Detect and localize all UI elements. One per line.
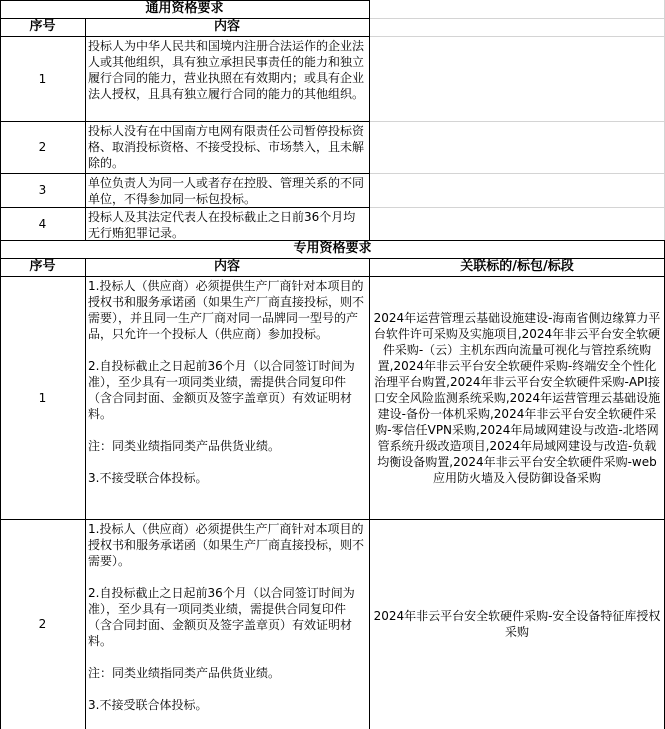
special-row-1-content: 1.投标人（供应商）必须提供生产厂商针对本项目的授权书和服务承诺函（如果生产厂商直接投标，则不需要），并且同一生产厂商对同一品牌同一型号的产品，只允许一个投标人（供应商）参加投标。 2.自投标截止之日起前36个月（以合同签订时间为准），至少具有一项同类业绩，需提供合同复印件（含合同封面、金额页及签字盖章页）有效证明材料。 注：同类业绩指同类产品供货业绩。 3.不接受联合体投标。: [88, 279, 365, 485]
border-line: [0, 258, 665, 259]
general-row-1-seq: 1: [38, 71, 47, 86]
grid-line: [369, 36, 665, 37]
general-row-2-content: 投标人没有在中国南方电网有限责任公司暂停投标资格、取消投标资格、不接受投标、市场禁入，且未解除的。: [88, 124, 365, 170]
general-col-seq: 序号: [29, 19, 56, 34]
special-section-title: 专用资格要求: [293, 241, 372, 256]
grid-line: [369, 207, 665, 208]
border-line: [0, 36, 370, 37]
special-col-content: 内容: [213, 259, 240, 274]
general-section-title: 通用资格要求: [145, 1, 224, 16]
general-col-content: 内容: [213, 19, 240, 34]
general-row-3-content: 单位负责人为同一人或者存在控股、管理关系的不同单位，不得参加同一标包投标。: [88, 176, 365, 206]
border-line: [0, 240, 665, 241]
special-col-related: 关联标的/标包/标段: [460, 259, 574, 274]
grid-line: [369, 173, 665, 174]
border-line: [0, 0, 370, 1]
border-line: [0, 519, 665, 520]
general-row-4-seq: 4: [38, 216, 47, 231]
special-row-2-seq: 2: [38, 617, 47, 631]
border-line: [0, 207, 370, 208]
border-line: [0, 0, 1, 240]
grid-line: [369, 18, 665, 19]
special-row-2-content: 1.投标人（供应商）必须提供生产厂商针对本项目的授权书和服务承诺函（如果生产厂商直接投标，则不需要）。 2.自投标截止之日起前36个月（以合同签订时间为准），至少具有一项同类业绩，需提供合同复印件（含合同封面、金额页及签字盖章页）有效证明材料。 注：同类业绩指同类产品供货业绩。 3.不接受联合体投标。: [88, 522, 365, 712]
general-row-4-content: 投标人及其法定代表人在投标截止之日前36个月均无行贿犯罪记录。: [88, 210, 356, 240]
border-line: [369, 258, 370, 729]
border-line: [0, 121, 370, 122]
border-line: [85, 258, 86, 729]
border-line: [369, 0, 370, 240]
general-row-3-seq: 3: [38, 183, 47, 197]
border-line: [85, 18, 86, 240]
border-line: [0, 18, 370, 19]
special-row-1-related: 2024年运营管理云基础设施建设-海南省侧边缘算力平台软件许可采购及实施项目,2024年非云平台安全软硬件采购-（云）主机东西向流量可视化与管控系统购置,2024年非云平台安全软硬件采购-终端安全个性化治理平台购置,2024年非云平台安全软硬件采购-API接口安全风险监测系统采购,2024年运营管理云基础设施建设-备份一体机采购,2024年非云平台安全软硬件采购-零信任VPN采购,2024年局域网建设与改造-北塔网管系统升级改造项目,2024年局域网建设与改造-负载均衡设备购置,2024年非云平台安全软硬件采购-web应用防火墙及入侵防御设备采购: [373, 310, 661, 485]
general-row-2-seq: 2: [38, 140, 47, 154]
special-row-2-related: 2024年非云平台安全软硬件采购-安全设备特征库授权采购: [373, 609, 661, 639]
border-line: [0, 276, 665, 277]
special-row-1-seq: 1: [38, 390, 47, 405]
border-line: [0, 173, 370, 174]
special-col-seq: 序号: [29, 259, 56, 274]
grid-line: [369, 121, 665, 122]
general-row-1-content: 投标人为中华人民共和国境内注册合法运作的企业法人或其他组织，具有独立承担民事责任的能力和独立履行合同的能力，营业执照在有效期内；或具有企业法人授权，且具有独立履行合同的能力的其他组织。: [88, 39, 365, 101]
border-line: [0, 240, 1, 729]
